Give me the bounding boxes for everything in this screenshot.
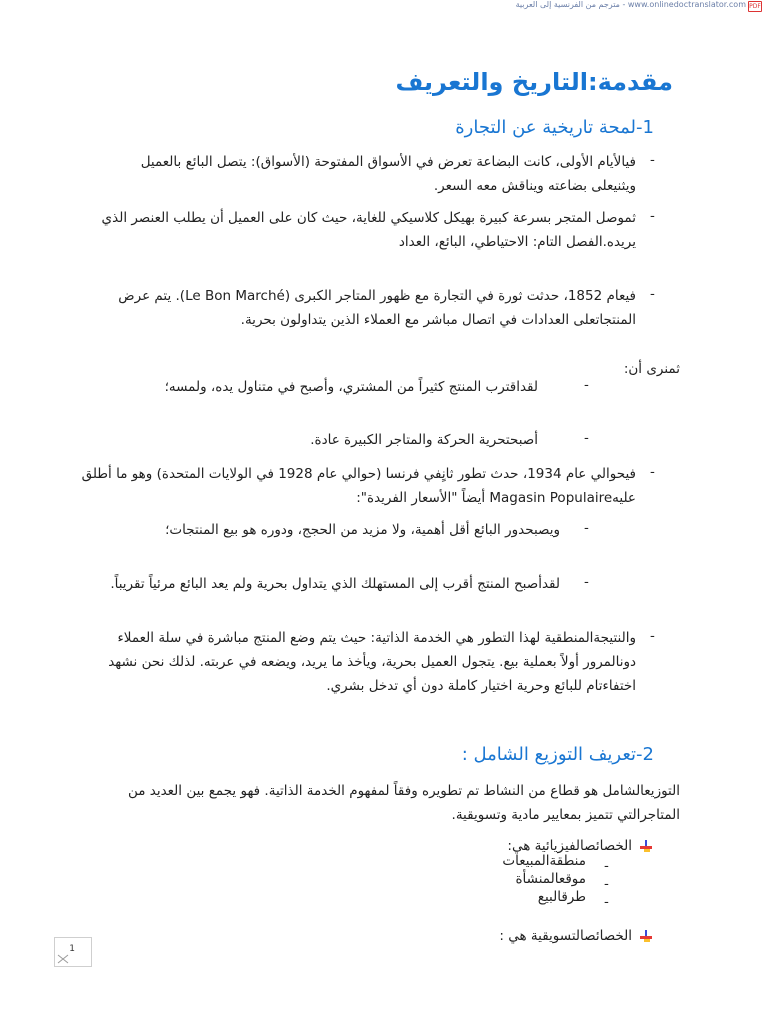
- list-bullet: -: [584, 430, 589, 446]
- list-bullet: -: [604, 894, 609, 910]
- paragraph-line: دونالمرور أولاً بعملية بيع. يتجول العميل بحرية، ويأخذ ما يريد، ويضعه في عربته. لذلك نحن نشهد: [108, 654, 636, 670]
- physical-item: طرقالبيع: [537, 889, 586, 905]
- list-bullet: -: [604, 858, 609, 874]
- paragraph-line: فيعام 1852، حدثت ثورة في التجارة مع ظهور المتاجر الكبرى (Le Bon Marché). يتم عرض: [118, 288, 636, 304]
- arrow-bullet-icon: [640, 840, 652, 852]
- physical-item: منطقةالمبيعات: [502, 853, 586, 869]
- arrow-bullet-icon: [640, 930, 652, 942]
- list-bullet: -: [584, 520, 589, 536]
- then-label: ثمنرى أن:: [623, 361, 680, 377]
- list-bullet: -: [650, 208, 655, 224]
- list-bullet: -: [584, 377, 589, 393]
- paragraph-5: [56, 626, 636, 698]
- list-bullet: -: [604, 876, 609, 892]
- paragraph-line: المتاجرالتي تتميز بمعايير مادية وتسويقية.: [451, 807, 680, 823]
- section1-heading: 1-لمحة تاريخية عن التجارة: [455, 117, 654, 138]
- sub-item-2: أصبحتحرية الحركة والمتاجر الكبيرة عادة.: [310, 432, 538, 448]
- paragraph-line: والنتيجةالمنطقية لهذا التطور هي الخدمة الذاتية: حيث يتم وضع المنتج مباشرة في سلة العملاء: [117, 630, 636, 646]
- list-bullet: -: [650, 286, 655, 302]
- physical-item: موقعالمنشأة: [515, 871, 586, 887]
- page-number: 1: [69, 944, 75, 954]
- paragraph-line: ويثنيعلى بضاعته ويناقش معه السعر.: [433, 178, 636, 194]
- watermark-text[interactable]: www.onlinedoctranslator.com - مترجم من الفرنسية إلى العربية: [515, 0, 746, 9]
- section2-paragraph: [100, 779, 680, 827]
- pdf-translator-icon[interactable]: PDF: [749, 3, 761, 10]
- list-bullet: -: [650, 628, 655, 644]
- paragraph-1: [76, 150, 636, 198]
- paragraph-line: ثموصل المتجر بسرعة كبيرة بهيكل كلاسيكي للغاية، حيث كان على العميل أن يطلب العنصر الذي: [101, 210, 636, 226]
- physical-heading: الخصائصالفيزيائية هي:: [507, 838, 632, 854]
- marketing-heading: الخصائصالتسويقية هي :: [499, 928, 632, 944]
- page-corner-icon: [57, 954, 69, 964]
- paragraph-line: اختفاءتام للبائع وحرية اختيار كاملة دون أي تدخل بشري.: [326, 678, 636, 694]
- list-bullet: -: [650, 152, 655, 168]
- paragraph-line: فيحوالي عام 1934، حدث تطور ثانٍفي فرنسا (حوالي عام 1928 في الولايات المتحدة) وهو ما أطلق: [81, 466, 636, 482]
- list-bullet: -: [584, 574, 589, 590]
- list-bullet: -: [650, 464, 655, 480]
- page-number-box: [54, 937, 92, 967]
- sub-item-4: لقدأصبح المنتج أقرب إلى المستهلك الذي يتداول بحرية ولم يعد البائع مرئياً تقريباً.: [110, 576, 560, 592]
- paragraph-line: المنتجاتعلى العدادات في اتصال مباشر مع العملاء الذين يتداولون بحرية.: [240, 312, 636, 328]
- paragraph-line: عليهMagasin Populaire أيضاً "الأسعار الفريدة":: [356, 490, 636, 506]
- document-title: مقدمة:التاريخ والتعريف: [395, 68, 673, 96]
- section2-heading: 2-تعريف التوزيع الشامل :: [461, 744, 654, 765]
- paragraph-line: يريده.الفصل التام: الاحتياطي، البائع، العداد: [398, 234, 636, 250]
- paragraph-line: التوزيعالشامل هو قطاع من النشاط تم تطويره وفقاً لمفهوم الخدمة الذاتية. فهو يجمع بين العديد من: [127, 783, 680, 799]
- paragraph-2: [76, 206, 636, 254]
- paragraph-4: [76, 462, 636, 510]
- sub-item-3: ويصبحدور البائع أقل أهمية، ولا مزيد من الحجج، ودوره هو بيع المنتجات؛: [165, 522, 560, 538]
- paragraph-line: فيالأيام الأولى، كانت البضاعة تعرض في الأسواق المفتوحة (الأسواق): يتصل البائع بالعميل: [140, 154, 636, 170]
- paragraph-3: [76, 284, 636, 332]
- sub-item-1: لقداقترب المنتج كثيراً من المشتري، وأصبح في متناول يده، ولمسه؛: [164, 379, 538, 395]
